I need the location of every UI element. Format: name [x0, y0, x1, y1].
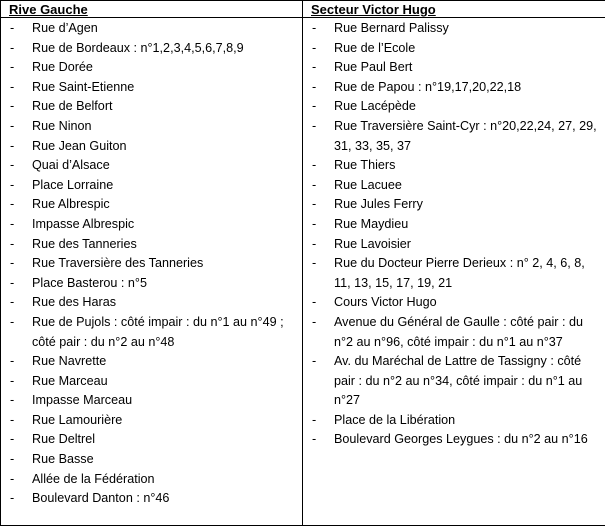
header-cell-rive-gauche — [1, 1, 303, 18]
bullet-dash: - — [10, 275, 15, 290]
list-item — [10, 254, 298, 274]
bullet-dash: - — [10, 373, 15, 388]
bullet-dash: - — [10, 314, 15, 329]
bullet-dash: - — [10, 295, 15, 310]
list-item — [10, 391, 298, 411]
street-name: Rue du Docteur Pierre Derieux : n° 2, 4, 6, 8, 11, 13, 15, 17, 19, 21 — [334, 256, 585, 290]
street-name: Avenue du Général de Gaulle : côté pair : du n°2 au n°96, côté impair : du n°1 au n°37 — [334, 314, 584, 349]
list-item — [10, 39, 298, 59]
street-name: Rue Lamourière — [32, 412, 123, 427]
list-item — [10, 78, 298, 98]
list-item — [10, 19, 298, 39]
list-item — [10, 235, 298, 255]
bullet-dash: - — [10, 432, 15, 447]
list-item — [10, 176, 298, 196]
bullet-dash: - — [312, 79, 317, 94]
list-item — [10, 215, 298, 235]
bullet-dash: - — [312, 354, 317, 369]
table-body-row — [1, 18, 605, 526]
street-name: Rue Traversière Saint-Cyr : n°20,22,24, 27, 29, 31, 33, 35, 37 — [334, 118, 597, 153]
list-item — [10, 430, 298, 450]
list-item — [312, 254, 601, 293]
bullet-dash: - — [312, 21, 317, 35]
street-name: Rue Saint-Etienne — [32, 79, 135, 94]
bullet-dash: - — [312, 216, 317, 231]
list-item — [312, 19, 601, 39]
street-name: Impasse Albrespic — [32, 216, 135, 231]
street-name: Rue de Pujols : côté impair : du n°1 au n°49 ; côté pair : du n°2 au n°48 — [32, 314, 284, 349]
street-name: Rue de l’Ecole — [334, 40, 416, 55]
bullet-dash: - — [10, 412, 15, 427]
street-name: Rue Albrespic — [32, 197, 110, 212]
list-item — [312, 39, 601, 59]
list-item — [10, 450, 298, 470]
bullet-dash: - — [10, 99, 15, 114]
list-item — [10, 156, 298, 176]
street-name: Rue Deltrel — [32, 432, 95, 447]
bullet-dash: - — [312, 295, 317, 310]
list-item — [10, 372, 298, 392]
street-name: Boulevard Danton : n°46 — [32, 491, 170, 506]
list-item — [312, 195, 601, 215]
bullet-dash: - — [10, 216, 15, 231]
header-secteur-victor-hugo: Secteur Victor Hugo — [311, 2, 436, 17]
street-name: Rue Dorée — [32, 60, 93, 75]
street-name: Place de la Libération — [334, 412, 456, 427]
bullet-dash: - — [10, 197, 15, 212]
street-name: Allée de la Fédération — [32, 471, 155, 486]
street-name: Rue d’Agen — [32, 21, 98, 35]
bullet-dash: - — [312, 60, 317, 75]
list-item — [312, 430, 601, 450]
bullet-dash: - — [10, 256, 15, 271]
bullet-dash: - — [10, 118, 15, 133]
bullet-dash: - — [312, 197, 317, 212]
street-name: Rue Paul Bert — [334, 60, 413, 75]
header-cell-victor-hugo — [303, 1, 605, 18]
list-item — [312, 58, 601, 78]
street-name: Impasse Marceau — [32, 393, 133, 408]
street-name: Place Lorraine — [32, 177, 114, 192]
list-item — [10, 313, 298, 352]
list-item — [312, 117, 601, 156]
victor-hugo-street-list — [303, 18, 605, 450]
bullet-dash: - — [10, 138, 15, 153]
rive-gauche-street-list — [1, 18, 302, 509]
street-name: Rue Lacuee — [334, 177, 402, 192]
street-name: Rue Navrette — [32, 354, 107, 369]
list-item — [312, 78, 601, 98]
list-item — [312, 313, 601, 352]
table-header-row — [1, 1, 605, 18]
street-name: Rue Maydieu — [334, 216, 409, 231]
header-rive-gauche: Rive Gauche — [9, 2, 88, 17]
bullet-dash: - — [312, 236, 317, 251]
list-item — [10, 58, 298, 78]
list-item — [312, 235, 601, 255]
bullet-dash: - — [312, 256, 317, 271]
bullet-dash: - — [10, 393, 15, 408]
street-name: Rue de Bordeaux : n°1,2,3,4,5,6,7,8,9 — [32, 40, 244, 55]
bullet-dash: - — [312, 432, 317, 447]
bullet-dash: - — [312, 158, 317, 173]
bullet-dash: - — [312, 177, 317, 192]
bullet-dash: - — [312, 40, 317, 55]
bullet-dash: - — [10, 158, 15, 173]
street-name: Rue Marceau — [32, 373, 108, 388]
list-item — [10, 352, 298, 372]
bullet-dash: - — [312, 99, 317, 114]
bullet-dash: - — [10, 60, 15, 75]
street-name: Rue Ninon — [32, 118, 92, 133]
victor-hugo-cell — [303, 18, 605, 526]
bullet-dash: - — [312, 314, 317, 329]
street-name: Place Basterou : n°5 — [32, 275, 147, 290]
list-item — [10, 274, 298, 294]
bullet-dash: - — [10, 354, 15, 369]
street-name: Rue Traversière des Tanneries — [32, 256, 204, 271]
street-name: Rue Jean Guiton — [32, 138, 127, 153]
list-item — [312, 293, 601, 313]
street-name: Rue de Belfort — [32, 99, 113, 114]
list-item — [312, 156, 601, 176]
bullet-dash: - — [10, 236, 15, 251]
list-item — [312, 411, 601, 431]
bullet-dash: - — [10, 21, 15, 35]
list-item — [312, 352, 601, 411]
street-name: Rue Lavoisier — [334, 236, 412, 251]
bullet-dash: - — [10, 452, 15, 467]
street-name: Rue des Haras — [32, 295, 116, 310]
rive-gauche-cell — [1, 18, 303, 526]
street-name: Quai d’Alsace — [32, 158, 110, 173]
street-name: Rue des Tanneries — [32, 236, 137, 251]
list-item — [10, 117, 298, 137]
street-name: Rue Bernard Palissy — [334, 21, 449, 35]
list-item — [10, 411, 298, 431]
bullet-dash: - — [10, 491, 15, 506]
list-item — [312, 97, 601, 117]
street-name: Rue de Papou : n°19,17,20,22,18 — [334, 79, 522, 94]
street-name: Rue Thiers — [334, 158, 396, 173]
bullet-dash: - — [312, 412, 317, 427]
list-item — [10, 293, 298, 313]
street-name: Av. du Maréchal de Lattre de Tassigny : côté pair : du n°2 au n°34, côté impair : du n°1 au n°27 — [334, 354, 583, 408]
street-name: Rue Lacépède — [334, 99, 416, 114]
list-item — [10, 97, 298, 117]
street-name: Rue Jules Ferry — [334, 197, 423, 212]
list-item — [10, 470, 298, 490]
bullet-dash: - — [10, 79, 15, 94]
bullet-dash: - — [10, 471, 15, 486]
street-name: Boulevard Georges Leygues : du n°2 au n°16 — [334, 432, 588, 447]
list-item — [10, 137, 298, 157]
list-item — [312, 176, 601, 196]
bullet-dash: - — [10, 40, 15, 55]
bullet-dash: - — [312, 118, 317, 133]
list-item — [10, 489, 298, 509]
street-name: Rue Basse — [32, 452, 94, 467]
street-name: Cours Victor Hugo — [334, 295, 437, 310]
list-item — [10, 195, 298, 215]
list-item — [312, 215, 601, 235]
bullet-dash: - — [10, 177, 15, 192]
